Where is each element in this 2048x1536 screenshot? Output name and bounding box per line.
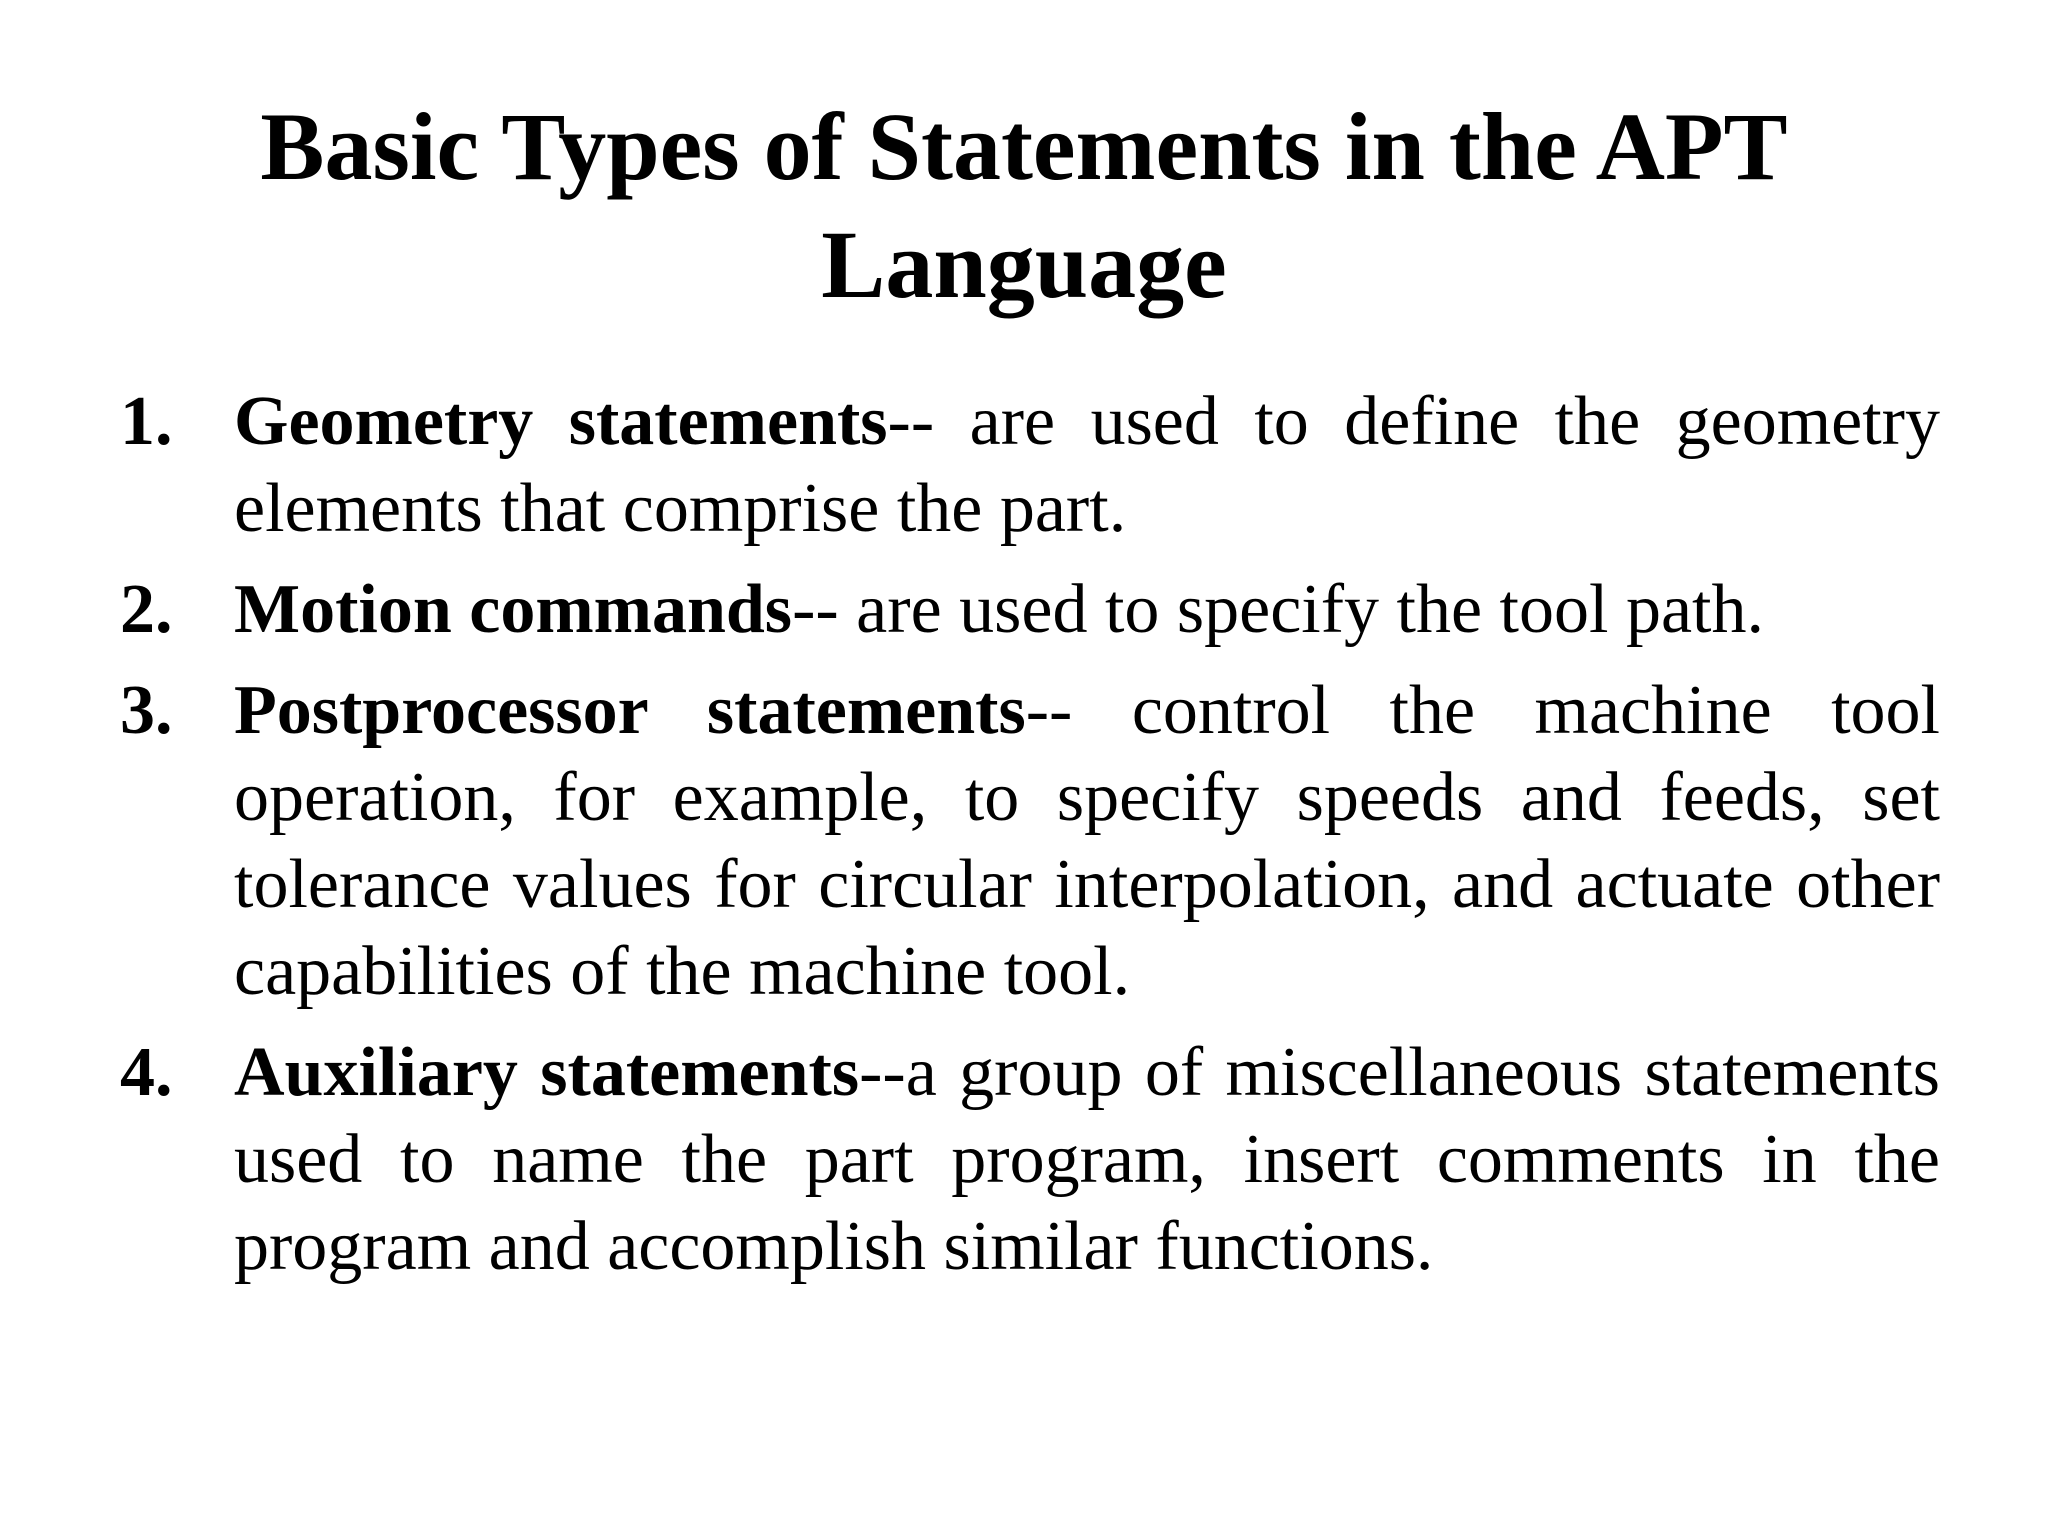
list-item-text: -- are used to specify the tool path. [792, 571, 1764, 648]
list-item-text: -- control the machine tool operation, for example, to specify speeds and feeds, set tolerance values for circular interpolation, and actuate other capabilities of the machine tool. [234, 672, 1941, 1010]
list-item-postprocessor-statements [120, 667, 1940, 1015]
slide-title: Basic Types of Statements in the APT Language [260, 93, 1788, 318]
list-item-number: 1. [120, 383, 173, 460]
list-item-number: 4. [120, 1034, 173, 1111]
list-item-motion-commands [120, 566, 1940, 653]
list-item-term: Motion commands [234, 571, 793, 648]
list-item-text: --a group of miscellaneous statements used to name the part program, insert comments in the program and accomplish similar functions. [234, 1034, 1940, 1285]
list-item-term: Geometry statements [234, 383, 888, 460]
list-item-number: 3. [120, 672, 173, 749]
list-item-term: Postprocessor statements [234, 672, 1026, 749]
list-item-auxiliary-statements [120, 1029, 1940, 1290]
list-item-geometry-statements [120, 378, 1940, 552]
statement-list [120, 378, 1940, 1304]
list-item-term: Auxiliary statements [234, 1034, 860, 1111]
list-item-text: -- are used to define the geometry elements that comprise the part. [234, 383, 1940, 547]
list-item-number: 2. [120, 571, 173, 648]
